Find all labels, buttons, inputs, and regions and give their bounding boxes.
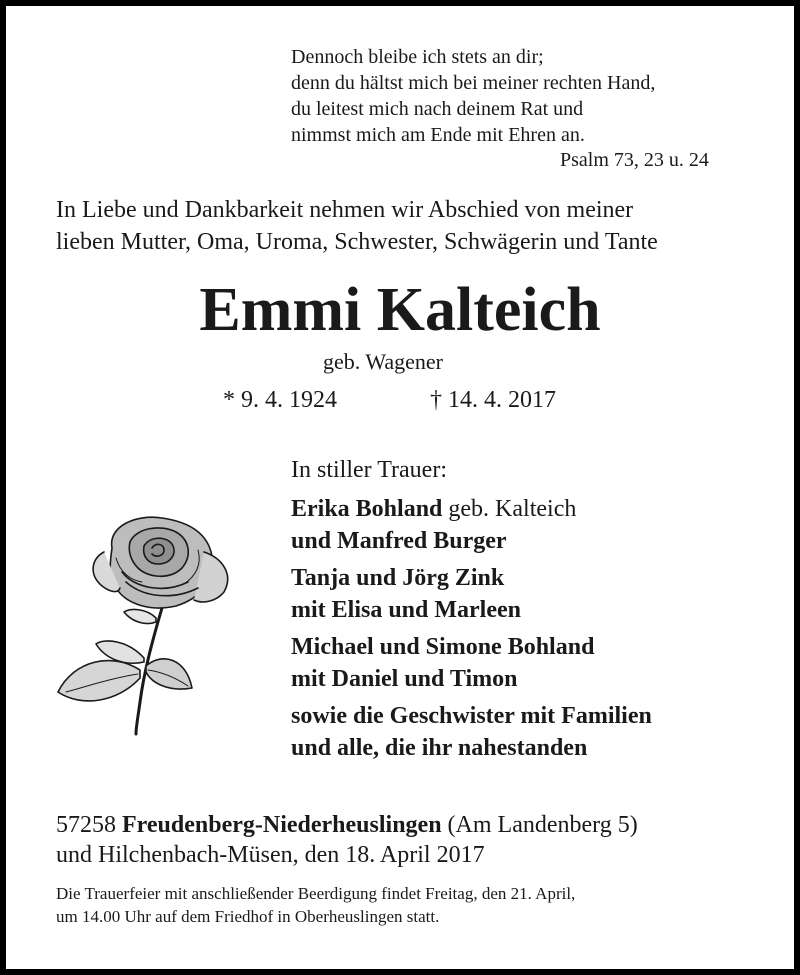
- farewell-intro: [56, 194, 658, 258]
- address-town: Freudenberg-Niederheuslingen: [122, 812, 442, 838]
- mourners-list: [291, 493, 652, 769]
- address-block: [56, 810, 638, 870]
- rose-icon: [52, 512, 242, 738]
- death-date: † 14. 4. 2017: [430, 387, 556, 413]
- psalm-line: Dennoch bleibe ich stets an dir;: [291, 46, 544, 68]
- mourner-line: mit Elisa und Marleen: [291, 597, 522, 623]
- address-zip: 57258: [56, 812, 122, 838]
- maiden-name: geb. Wagener: [323, 349, 443, 374]
- psalm-reference: Psalm 73, 23 u. 24: [560, 149, 709, 171]
- farewell-line: In Liebe und Dankbarkeit nehmen wir Abschied von meiner: [56, 197, 634, 223]
- address-street: (Am Landenberg 5): [441, 812, 638, 838]
- mourner-line: Tanja und Jörg Zink: [291, 565, 505, 591]
- service-line: um 14.00 Uhr auf dem Friedhof in Oberheuslingen statt.: [56, 907, 440, 926]
- funeral-service-info: [56, 882, 575, 928]
- mourner-line: mit Daniel und Timon: [291, 666, 518, 692]
- psalm-line: denn du hältst mich bei meiner rechten Hand,: [291, 72, 656, 94]
- mourner-group: [291, 493, 652, 557]
- address-line: [56, 810, 638, 840]
- mourner-group: [291, 562, 652, 626]
- psalm-verse: [291, 44, 655, 148]
- mourner-suffix: geb. Kalteich: [442, 496, 577, 522]
- service-line: Die Trauerfeier mit anschließender Beerdigung findet Freitag, den 21. April,: [56, 884, 576, 903]
- farewell-line: lieben Mutter, Oma, Uroma, Schwester, Schwägerin und Tante: [56, 229, 658, 255]
- birth-date: * 9. 4. 1924: [223, 387, 337, 413]
- address-line: und Hilchenbach-Müsen, den 18. April 2017: [56, 842, 485, 868]
- mourner-line: [291, 493, 652, 525]
- mourner-line: und alle, die ihr nahestanden: [291, 735, 588, 761]
- mourner-line: und Manfred Burger: [291, 528, 507, 554]
- mourner-group: [291, 700, 652, 764]
- psalm-line: du leitest mich nach deinem Rat und: [291, 98, 584, 120]
- psalm-line: nimmst mich am Ende mit Ehren an.: [291, 124, 585, 146]
- mourner-line: Michael und Simone Bohland: [291, 634, 595, 660]
- mourner-group: [291, 631, 652, 695]
- mourner-name: Erika Bohland: [291, 496, 443, 522]
- deceased-name: Emmi Kalteich: [199, 276, 601, 344]
- mourning-intro: In stiller Trauer:: [291, 457, 447, 483]
- mourner-line: sowie die Geschwister mit Familien: [291, 703, 652, 729]
